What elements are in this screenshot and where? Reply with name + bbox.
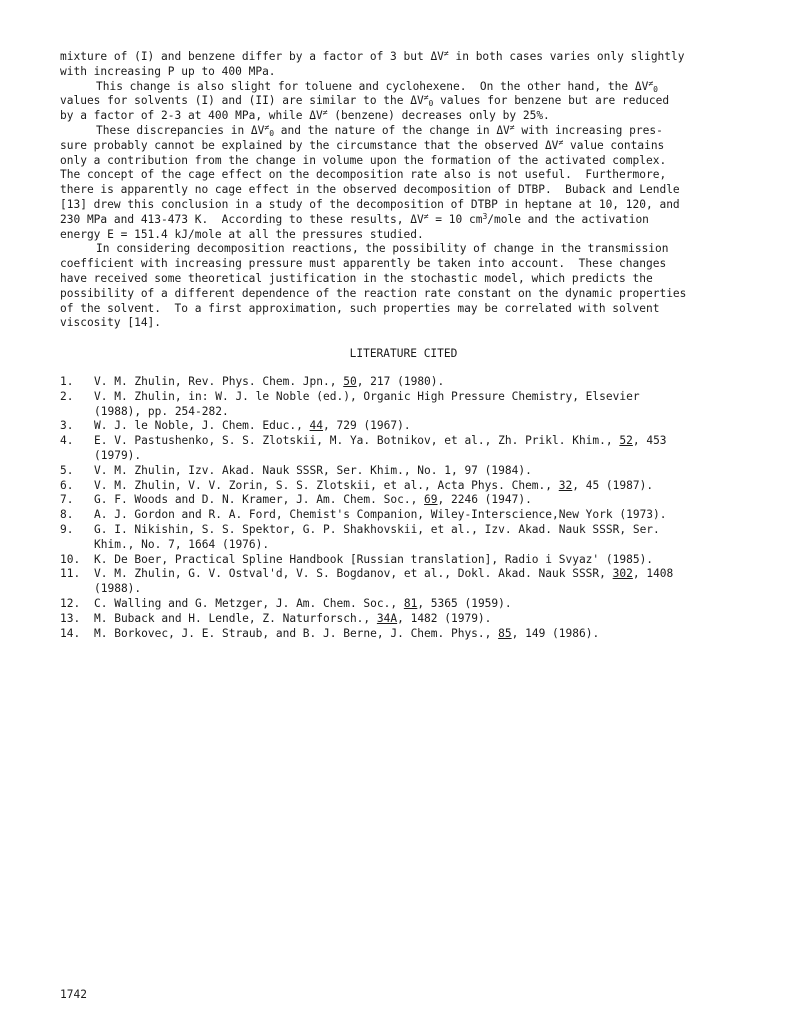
reference-pages: , 5365 (1959).	[417, 596, 512, 610]
reference-pages: , 1482 (1979).	[397, 611, 492, 625]
subscript-zero: 0	[428, 99, 434, 109]
text-span: by a factor of 2-3 at 400 MPa, while ΔV	[60, 109, 323, 123]
reference-text	[94, 390, 760, 420]
reference-volume: 52	[619, 434, 633, 448]
reference-text	[94, 464, 760, 479]
reference-number: 6.	[60, 478, 74, 492]
reference-number: 3.	[60, 419, 74, 433]
reference-number: 2.	[60, 389, 74, 403]
double-dagger-mark: ≠	[423, 211, 429, 221]
double-dagger-mark: ≠	[443, 49, 449, 58]
reference-text	[94, 493, 760, 508]
paragraph-4-line-3: have received some theoretical justification in the stochastic model, which predicts the	[60, 271, 653, 285]
reference-volume: 69	[424, 493, 438, 507]
text-span: This change is also slight for toluene and cyclohexene. On the other hand, the ΔV	[96, 79, 649, 93]
reference-citation: W. J. le Noble, J. Chem. Educ.,	[94, 419, 310, 433]
paragraph-3-line-2	[60, 139, 760, 154]
paragraph-4-line-2: coefficient with increasing pressure must apparently be taken into account. These changes	[60, 257, 667, 271]
double-dagger-mark: ≠	[423, 93, 429, 103]
text-span: = 10 cm	[428, 212, 483, 226]
text-span: These discrepancies in ΔV	[96, 123, 265, 137]
reference-citation: K. De Boer, Practical Spline Handbook [Russian translation], Radio i Svyaz' (1985).	[94, 552, 654, 566]
reference-number: 9.	[60, 522, 74, 536]
reference-continuation: (1988).	[94, 582, 142, 596]
reference-volume: 50	[343, 375, 357, 388]
reference-volume: 81	[403, 596, 418, 610]
double-dagger-mark: ≠	[648, 78, 654, 88]
reference-number: 10.	[60, 552, 81, 566]
double-dagger-mark: ≠	[558, 137, 564, 147]
paragraph-3-line-5: there is apparently no cage effect in the observed decomposition of DTBP. Buback and Lendle	[60, 183, 680, 197]
reference-text	[94, 612, 760, 627]
subscript-zero: 0	[269, 128, 275, 138]
paragraph-2-line-2	[60, 94, 760, 109]
reference-number: 4.	[60, 434, 74, 448]
reference-text	[94, 627, 760, 642]
paragraph-4-line-4: possibility of a different dependence of the reaction rate constant on the dynamic properties	[60, 286, 687, 300]
reference-text	[94, 375, 760, 390]
reference-item	[60, 627, 760, 642]
reference-number: 8.	[60, 508, 74, 522]
text-span: and the nature of the change in ΔV	[274, 123, 510, 137]
reference-continuation: (1988), pp. 254-282.	[94, 404, 229, 418]
reference-item	[60, 612, 760, 627]
reference-citation: M. Buback and H. Lendle, Z. Naturforsch.,	[94, 611, 377, 625]
reference-pages: , 2246 (1947).	[437, 493, 532, 507]
paragraph-1-line-2: with increasing P up to 400 MPa.	[60, 64, 276, 78]
text-span: in both cases varies only slightly	[448, 50, 685, 63]
text-span: sure probably cannot be explained by the circumstance that the observed ΔV	[60, 138, 559, 152]
reference-citation: C. Walling and G. Metzger, J. Am. Chem. Soc.,	[94, 596, 404, 610]
reference-number: 12.	[60, 596, 81, 610]
reference-text	[94, 553, 760, 568]
reference-citation: G. F. Woods and D. N. Kramer, J. Am. Chem. Soc.,	[94, 493, 425, 507]
reference-text	[94, 567, 760, 597]
superscript-three: 3	[482, 211, 488, 221]
reference-text	[94, 597, 760, 612]
paragraph-2-line-1	[60, 80, 760, 95]
reference-citation: V. M. Zhulin, Rev. Phys. Chem. Jpn.,	[94, 375, 344, 388]
double-dagger-mark: ≠	[509, 122, 515, 132]
double-dagger-mark: ≠	[322, 108, 328, 118]
reference-number: 13.	[60, 611, 81, 625]
reference-item	[60, 523, 760, 553]
reference-citation: V. M. Zhulin, V. V. Zorin, S. S. Zlotskii, et al., Acta Phys. Chem.,	[94, 478, 559, 492]
text-span: value contains	[563, 138, 665, 152]
reference-pages: , 729 (1967).	[323, 419, 411, 433]
reference-number: 7.	[60, 493, 74, 507]
paragraph-3-line-6: [13] drew this conclusion in a study of the decomposition of DTBP in heptane at 10, 120, and	[60, 197, 680, 211]
reference-text	[94, 419, 760, 434]
reference-text	[94, 479, 760, 494]
double-dagger-mark: ≠	[264, 122, 270, 132]
body-text	[60, 50, 760, 331]
reference-volume: 302	[612, 567, 633, 581]
reference-pages: , 453	[632, 434, 667, 448]
reference-item	[60, 464, 760, 479]
text-span: values for solvents (I) and (II) are similar to the ΔV	[60, 94, 424, 108]
reference-volume: 34A	[376, 611, 398, 625]
reference-citation: V. M. Zhulin, Izv. Akad. Nauk SSSR, Ser. Khim., No. 1, 97 (1984).	[94, 463, 532, 477]
reference-item	[60, 479, 760, 494]
reference-text	[94, 523, 760, 553]
paragraph-2-line-3	[60, 109, 760, 124]
reference-item	[60, 390, 760, 420]
text-span: (benzene) decreases only by 25%.	[327, 109, 550, 123]
paragraph-3-line-4: The concept of the cage effect on the decomposition rate also is not useful. Furthermore,	[60, 168, 667, 182]
reference-item	[60, 553, 760, 568]
reference-citation: V. M. Zhulin, in: W. J. le Noble (ed.), Organic High Pressure Chemistry, Elsevier	[94, 389, 640, 403]
reference-text	[94, 434, 760, 464]
reference-continuation: Khim., No. 7, 1664 (1976).	[94, 537, 270, 551]
subscript-zero: 0	[653, 84, 658, 94]
paragraph-3-line-3: only a contribution from the change in volume upon the formation of the activated complex.	[60, 153, 667, 167]
reference-citation: G. I. Nikishin, S. S. Spektor, G. P. Shakhovskii, et al., Izv. Akad. Nauk SSSR, Ser.	[94, 522, 660, 536]
reference-number: 1.	[60, 375, 74, 388]
paragraph-3-line-1	[60, 124, 760, 139]
paragraph-1-line-1	[60, 50, 760, 65]
reference-item	[60, 567, 760, 597]
reference-pages: , 149 (1986).	[511, 626, 600, 640]
reference-number: 14.	[60, 626, 81, 640]
reference-continuation: (1979).	[94, 448, 142, 462]
reference-list	[60, 375, 760, 641]
paragraph-4-line-5: of the solvent. To a first approximation, such properties may be correlated with solvent	[60, 301, 660, 315]
text-span: with increasing pres-	[514, 123, 663, 137]
reference-citation: V. M. Zhulin, G. V. Ostval'd, V. S. Bogdanov, et al., Dokl. Akad. Nauk SSSR,	[94, 567, 613, 581]
reference-item	[60, 434, 760, 464]
reference-item	[60, 375, 760, 390]
reference-volume: 44	[309, 419, 324, 433]
reference-item	[60, 597, 760, 612]
section-heading: LITERATURE CITED	[349, 347, 458, 360]
reference-number: 5.	[60, 463, 74, 477]
reference-pages: , 217 (1980).	[356, 375, 445, 388]
reference-item	[60, 493, 760, 508]
reference-pages: , 45 (1987).	[572, 478, 654, 492]
reference-text	[94, 508, 760, 523]
paragraph-4-line-6: viscosity [14].	[60, 316, 162, 330]
text-span: values for benzene but are reduced	[433, 94, 670, 108]
text-span: 230 MPa and 413-473 K. According to these results, ΔV	[60, 212, 424, 226]
page-number: 1742	[60, 988, 87, 1001]
paragraph-3-line-8: energy E = 151.4 kJ/mole at all the pressures studied.	[60, 227, 424, 241]
reference-volume: 85	[498, 626, 512, 640]
paragraph-3-line-7	[60, 213, 760, 228]
text-span: /mole and the activation	[487, 212, 649, 226]
reference-citation: E. V. Pastushenko, S. S. Zlotskii, M. Ya. Botnikov, et al., Zh. Prikl. Khim.,	[94, 434, 620, 448]
reference-item	[60, 508, 760, 523]
reference-volume: 32	[558, 478, 573, 492]
reference-pages: , 1408	[632, 567, 674, 581]
reference-citation: A. J. Gordon and R. A. Ford, Chemist's Companion, Wiley-Interscience,New York (1973).	[94, 508, 667, 522]
text-span: mixture of (I) and benzene differ by a factor of 3 but ΔV	[60, 50, 444, 63]
reference-number: 11.	[60, 567, 81, 581]
paragraph-4-line-1: In considering decomposition reactions, the possibility of change in the transmission	[96, 242, 669, 256]
reference-citation: M. Borkovec, J. E. Straub, and B. J. Berne, J. Chem. Phys.,	[94, 626, 499, 640]
reference-item	[60, 419, 760, 434]
